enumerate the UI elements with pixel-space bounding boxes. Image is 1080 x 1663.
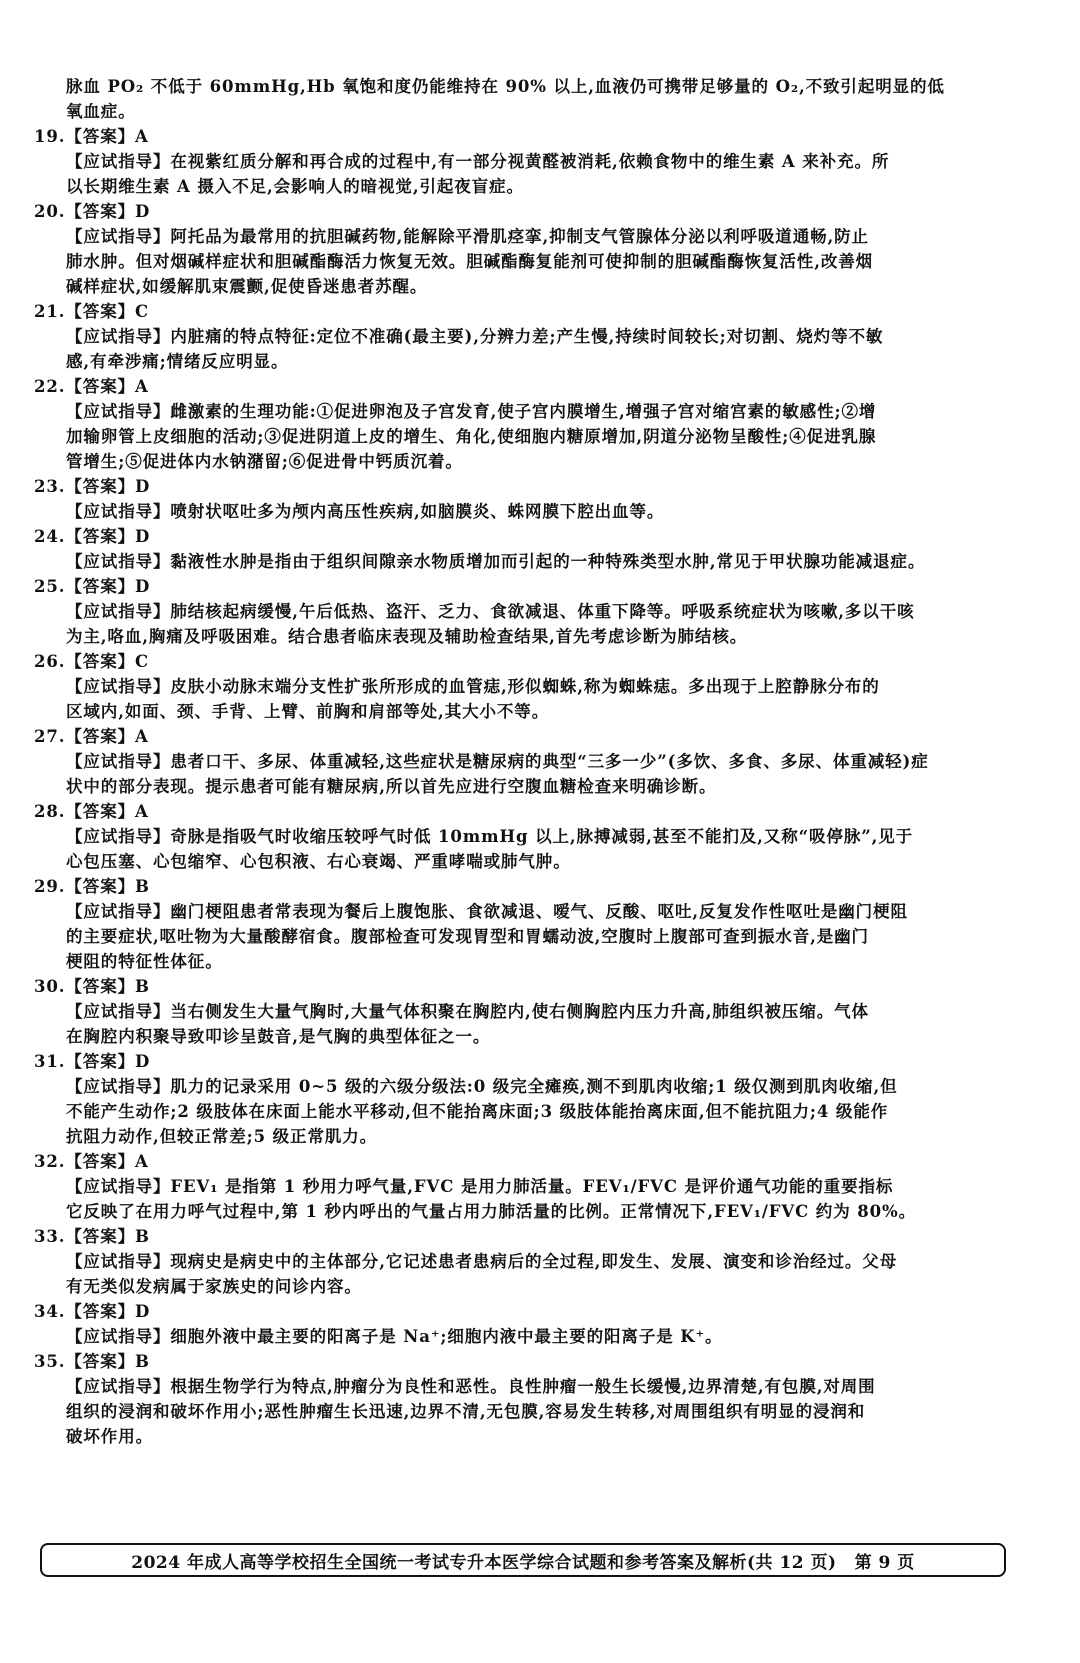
explanation-line: 破坏作用。: [66, 1427, 153, 1446]
answer-line: 27.【答案】A: [34, 727, 149, 746]
explanation-line: 状中的部分表现。提示患者可能有糖尿病,所以首先应进行空腹血糖检查来明确诊断。: [66, 777, 717, 796]
answer-line: 31.【答案】D: [34, 1052, 151, 1071]
explanation-line: 在胸腔内积聚导致叩诊呈鼓音,是气胸的典型体征之一。: [66, 1027, 491, 1046]
answer-content: [34, 74, 1026, 1449]
footer-title: 2024 年成人高等学校招生全国统一考试专升本医学综合试题和参考答案及解析(共 12 页): [131, 1552, 837, 1573]
explanation-line: 【应试指导】当右侧发生大量气胸时,大量气体积聚在胸腔内,使右侧胸腔内压力升高,肺组织被压缩。气体: [66, 1002, 869, 1021]
explanation-line: 为主,咯血,胸痛及呼吸困难。结合患者临床表现及辅助检查结果,首先考虑诊断为肺结核。: [66, 627, 748, 646]
explanation-line: 【应试指导】根据生物学行为特点,肿瘤分为良性和恶性。良性肿瘤一般生长缓慢,边界清楚,有包膜,对周围: [66, 1377, 876, 1396]
answer-line: 25.【答案】D: [34, 577, 151, 596]
explanation-line: 心包压塞、心包缩窄、心包积液、右心衰竭、严重哮喘或肺气肿。: [66, 852, 571, 871]
explanation-line: 抗阻力动作,但较正常差;5 级正常肌力。: [66, 1127, 378, 1146]
explanation-line: 【应试指导】雌激素的生理功能:①促进卵泡及子宫发育,使子宫内膜增生,增强子宫对缩宫素的敏感性;②增: [66, 402, 877, 421]
explanation-line: 【应试指导】肺结核起病缓慢,午后低热、盗汗、乏力、食欲减退、体重下降等。呼吸系统症状为咳嗽,多以干咳: [66, 602, 915, 621]
continued-text-line: 氧血症。: [66, 102, 136, 121]
answer-line: 23.【答案】D: [34, 477, 151, 496]
page-number: 第 9 页: [854, 1552, 915, 1573]
explanation-line: 加输卵管上皮细胞的活动;③促进阴道上皮的增生、角化,使细胞内糖原增加,阴道分泌物呈酸性;④促进乳腺: [66, 427, 877, 446]
answer-line: 21.【答案】C: [34, 302, 150, 321]
explanation-line: 肺水肿。但对烟碱样症状和胆碱酯酶活力恢复无效。胆碱酯酶复能剂可使抑制的胆碱酯酶恢复活性,改善烟: [66, 252, 874, 271]
explanation-line: 【应试指导】幽门梗阻患者常表现为餐后上腹饱胀、食欲减退、嗳气、反酸、呕吐,反复发作性呕吐是幽门梗阻: [66, 902, 908, 921]
explanation-line: 【应试指导】皮肤小动脉末端分支性扩张所形成的血管痣,形似蜘蛛,称为蜘蛛痣。多出现于上腔静脉分布的: [66, 677, 880, 696]
answer-line: 34.【答案】D: [34, 1302, 151, 1321]
explanation-line: 【应试指导】奇脉是指吸气时收缩压较呼气时低 10mmHg 以上,脉搏减弱,甚至不能扪及,又称“吸停脉”,见于: [66, 827, 914, 846]
explanation-line: 管增生;⑤促进体内水钠潴留;⑥促进骨中钙质沉着。: [66, 452, 463, 471]
answer-line: 35.【答案】B: [34, 1352, 150, 1371]
explanation-line: 【应试指导】喷射状呕吐多为颅内高压性疾病,如脑膜炎、蛛网膜下腔出血等。: [66, 502, 665, 521]
explanation-line: 区域内,如面、颈、手背、上臂、前胸和肩部等处,其大小不等。: [66, 702, 550, 721]
answer-line: 20.【答案】D: [34, 202, 151, 221]
explanation-line: 组织的浸润和破坏作用小;恶性肿瘤生长迅速,边界不清,无包膜,容易发生转移,对周围组织有明显的浸润和: [66, 1402, 866, 1421]
answer-line: 33.【答案】B: [34, 1227, 150, 1246]
explanation-line: 以长期维生素 A 摄入不足,会影响人的暗视觉,引起夜盲症。: [66, 177, 524, 196]
explanation-line: 【应试指导】黏液性水肿是指由于组织间隙亲水物质增加而引起的一种特殊类型水肿,常见于甲状腺功能减退症。: [66, 552, 926, 571]
explanation-line: 【应试指导】FEV₁ 是指第 1 秒用力呼气量,FVC 是用力肺活量。FEV₁/FVC 是评价通气功能的重要指标: [66, 1177, 894, 1196]
answer-line: 19.【答案】A: [34, 127, 149, 146]
explanation-line: 梗阻的特征性体征。: [66, 952, 223, 971]
explanation-line: 【应试指导】内脏痛的特点特征:定位不准确(最主要),分辨力差;产生慢,持续时间较长;对切割、烧灼等不敏: [66, 327, 884, 346]
explanation-line: 【应试指导】现病史是病史中的主体部分,它记述患者患病后的全过程,即发生、发展、演变和诊治经过。父母: [66, 1252, 898, 1271]
answer-line: 28.【答案】A: [34, 802, 149, 821]
continued-text-line: 脉血 PO₂ 不低于 60mmHg,Hb 氧饱和度仍能维持在 90% 以上,血液仍可携带足够量的 O₂,不致引起明显的低: [66, 77, 945, 96]
explanation-line: 它反映了在用力呼气过程中,第 1 秒内呼出的气量占用力肺活量的比例。正常情况下,FEV₁/FVC 约为 80%。: [66, 1202, 916, 1221]
explanation-line: 【应试指导】患者口干、多尿、体重减轻,这些症状是糖尿病的典型“三多一少”(多饮、多食、多尿、体重减轻)症: [66, 752, 929, 771]
explanation-line: 的主要症状,呕吐物为大量酸酵宿食。腹部检查可发现胃型和胃蠕动波,空腹时上腹部可查到振水音,是幽门: [66, 927, 869, 946]
answer-line: 32.【答案】A: [34, 1152, 149, 1171]
explanation-line: 有无类似发病属于家族史的问诊内容。: [66, 1277, 362, 1296]
answer-line: 29.【答案】B: [34, 877, 150, 896]
answer-line: 30.【答案】B: [34, 977, 150, 996]
explanation-line: 不能产生动作;2 级肢体在床面上能水平移动,但不能抬离床面;3 级肢体能抬离床面,但不能抗阻力;4 级能作: [66, 1102, 889, 1121]
answer-line: 24.【答案】D: [34, 527, 151, 546]
page-footer: [40, 1543, 1006, 1577]
explanation-line: 【应试指导】细胞外液中最主要的阳离子是 Na⁺;细胞内液中最主要的阳离子是 K⁺。: [66, 1327, 723, 1346]
answer-line: 26.【答案】C: [34, 652, 150, 671]
explanation-line: 【应试指导】在视紫红质分解和再合成的过程中,有一部分视黄醛被消耗,依赖食物中的维生素 A 来补充。所: [66, 152, 890, 171]
explanation-line: 【应试指导】肌力的记录采用 0~5 级的六级分级法:0 级完全瘫痪,测不到肌肉收缩;1 级仅测到肌肉收缩,但: [66, 1077, 898, 1096]
answer-line: 22.【答案】A: [34, 377, 149, 396]
explanation-line: 碱样症状,如缓解肌束震颤,促使昏迷患者苏醒。: [66, 277, 428, 296]
explanation-line: 【应试指导】阿托品为最常用的抗胆碱药物,能解除平滑肌痉挛,抑制支气管腺体分泌以利呼吸道通畅,防止: [66, 227, 869, 246]
explanation-line: 感,有牵涉痛;情绪反应明显。: [66, 352, 289, 371]
